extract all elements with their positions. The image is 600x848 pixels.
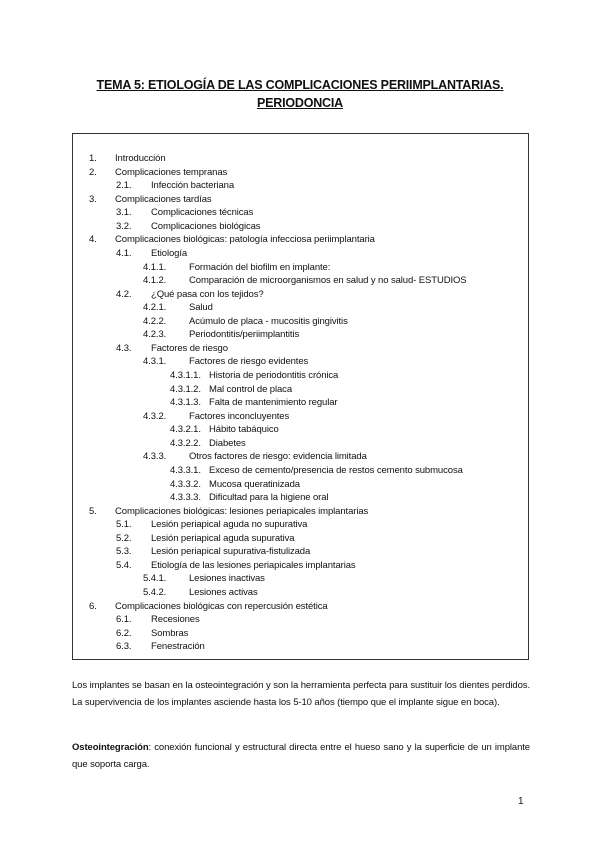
toc-item-text: Factores inconcluyentes — [189, 410, 290, 422]
definition-text: : conexión funcional y estructural directa entre el hueso sano y la superficie de un implante que soporta carga. — [72, 742, 530, 770]
toc-item-text: Etiología — [151, 247, 188, 259]
page-number: 1 — [518, 796, 524, 807]
toc-item-number: 5.1. — [116, 519, 132, 531]
toc-item-number: 5.4.1. — [143, 573, 167, 585]
toc-item — [73, 627, 528, 641]
toc-item-number: 4.3.2.1. — [170, 424, 201, 436]
toc-item-text: Infección bacteriana — [151, 180, 235, 192]
toc-item — [73, 559, 528, 573]
toc-item — [73, 613, 528, 627]
toc-item-number: 4.2. — [116, 288, 132, 300]
toc-item — [73, 600, 528, 614]
toc-item-text: Etiología de las lesiones periapicales implantarias — [151, 559, 356, 571]
toc-item — [73, 586, 528, 600]
toc-item — [73, 532, 528, 546]
toc-item-text: Comparación de microorganismos en salud y no salud- ESTUDIOS — [189, 275, 467, 287]
toc-item — [73, 274, 528, 288]
toc-item-number: 6.3. — [116, 641, 132, 653]
toc-item-text: Complicaciones tempranas — [115, 166, 228, 178]
toc-item-number: 1. — [89, 153, 97, 164]
toc-item-text: Introducción — [115, 153, 166, 164]
toc-item-text: Mal control de placa — [209, 383, 293, 395]
toc-item-text: Periodontitis/periimplantitis — [189, 329, 300, 341]
toc-item-number: 4. — [89, 234, 97, 246]
toc-item-text: Acúmulo de placa - mucositis gingivitis — [189, 315, 348, 327]
definition-paragraph — [72, 740, 530, 773]
toc-item-text: Hábito tabáquico — [209, 424, 279, 436]
toc-item — [73, 301, 528, 315]
toc-item-number: 6.2. — [116, 627, 132, 639]
toc-item-text: Sombras — [151, 627, 189, 639]
toc-item-text: Diabetes — [209, 437, 246, 449]
toc-item — [73, 450, 528, 464]
toc-item — [73, 423, 528, 437]
toc-item-text: Factores de riesgo evidentes — [189, 356, 309, 368]
toc-item — [73, 328, 528, 342]
toc-item — [73, 220, 528, 234]
toc-item-number: 6. — [89, 600, 97, 612]
toc-item-text: Factores de riesgo — [151, 342, 228, 354]
toc-item-number: 4.3.3.2. — [170, 478, 201, 490]
toc-item — [73, 478, 528, 492]
title-line-2: PERIODONCIA — [256, 96, 343, 110]
toc-item — [73, 410, 528, 424]
toc-item-text: Formación del biofilm en implante: — [189, 261, 331, 273]
toc-item — [73, 342, 528, 356]
toc-item-text: Exceso de cemento/presencia de restos cemento submucosa — [209, 464, 463, 476]
toc-list — [73, 152, 528, 654]
toc-item-text: Dificultad para la higiene oral — [209, 492, 329, 504]
table-of-contents — [72, 133, 529, 660]
toc-item — [73, 437, 528, 451]
toc-item-number: 4.3. — [116, 342, 132, 354]
toc-item-number: 4.3.3. — [143, 451, 167, 463]
toc-item — [73, 206, 528, 220]
toc-item — [73, 315, 528, 329]
toc-item-number: 4.3.1.3. — [170, 397, 201, 409]
toc-item — [73, 505, 528, 519]
toc-item-number: 4.3.1. — [143, 356, 167, 368]
toc-item-number: 4.3.1.1. — [170, 370, 201, 381]
toc-item-number: 5.4. — [116, 559, 132, 571]
toc-item — [73, 518, 528, 532]
toc-item-text: Complicaciones tardías — [115, 193, 212, 205]
toc-item-number: 3. — [89, 193, 97, 205]
toc-item-text: Lesión periapical supurativa-fistulizada — [151, 546, 311, 558]
toc-item-number: 4.3.1.2. — [170, 383, 201, 395]
toc-item — [73, 288, 528, 302]
toc-item — [73, 545, 528, 559]
toc-item — [73, 572, 528, 586]
toc-item-number: 4.2.1. — [143, 302, 167, 314]
toc-item-text: Lesiones activas — [189, 587, 258, 598]
toc-item-number: 4.2.3. — [143, 329, 167, 341]
toc-item-text: Complicaciones biológicas: patología infecciosa periimplantaria — [115, 234, 375, 246]
toc-item — [73, 355, 528, 369]
toc-item — [73, 193, 528, 207]
toc-item-number: 3.2. — [116, 220, 132, 232]
toc-item-text: Mucosa queratinizada — [209, 478, 300, 490]
toc-item-number: 6.1. — [116, 614, 132, 626]
document-title — [60, 76, 540, 112]
toc-item-text: ¿Qué pasa con los tejidos? — [151, 288, 264, 300]
toc-item — [73, 261, 528, 275]
toc-item — [73, 152, 528, 166]
toc-item-number: 2. — [89, 166, 97, 178]
title-line-1: TEMA 5: ETIOLOGÍA DE LAS COMPLICACIONES PERIIMPLANTARIAS. — [96, 78, 504, 92]
toc-item-number: 4.3.2. — [143, 410, 167, 422]
toc-item-number: 4.2.2. — [143, 315, 167, 327]
toc-item-number: 4.1. — [116, 247, 132, 259]
toc-item — [73, 491, 528, 505]
toc-item-number: 4.1.2. — [143, 275, 167, 287]
toc-item-number: 5. — [89, 505, 97, 517]
toc-item-number: 4.3.2.2. — [170, 437, 201, 449]
toc-item-text: Complicaciones biológicas con repercusión estética — [115, 600, 328, 612]
toc-item — [73, 179, 528, 193]
toc-item — [73, 640, 528, 654]
toc-item-text: Complicaciones técnicas — [151, 207, 254, 219]
toc-item-number: 3.1. — [116, 207, 132, 219]
toc-item-number: 4.3.3.1. — [170, 464, 201, 476]
toc-item-number: 5.2. — [116, 532, 132, 544]
toc-item-text: Fenestración — [151, 641, 205, 653]
toc-item-text: Lesión periapical aguda no supurativa — [151, 519, 308, 531]
toc-item-text: Otros factores de riesgo: evidencia limitada — [189, 451, 367, 463]
toc-item-text: Salud — [189, 302, 213, 314]
toc-item-number: 4.1.1. — [143, 261, 167, 273]
toc-item — [73, 396, 528, 410]
toc-item-text: Complicaciones biológicas — [151, 220, 261, 232]
toc-item — [73, 233, 528, 247]
intro-paragraph: Los implantes se basan en la osteointegración y son la herramienta perfecta para sustituir los dientes perdidos. La supervivencia de los implantes asciende hasta los 5-10 años (tiempo que el implante sigue en boca). — [72, 680, 530, 708]
toc-item — [73, 464, 528, 478]
toc-item-number: 5.4.2. — [143, 587, 167, 598]
toc-item-text: Recesiones — [151, 614, 200, 626]
toc-item — [73, 247, 528, 261]
toc-item-text: Lesiones inactivas — [189, 573, 265, 585]
toc-item — [73, 369, 528, 383]
toc-item-text: Complicaciones biológicas: lesiones periapicales implantarias — [115, 505, 369, 517]
toc-item — [73, 166, 528, 180]
toc-item-number: 5.3. — [116, 546, 132, 558]
toc-item-text: Falta de mantenimiento regular — [209, 397, 338, 409]
definition-term: Osteointegración — [72, 742, 149, 753]
toc-item — [73, 383, 528, 397]
toc-item-text: Lesión periapical aguda supurativa — [151, 532, 295, 544]
toc-item-number: 2.1. — [116, 180, 132, 192]
toc-item-number: 4.3.3.3. — [170, 492, 201, 504]
toc-item-text: Historia de periodontitis crónica — [209, 370, 339, 381]
